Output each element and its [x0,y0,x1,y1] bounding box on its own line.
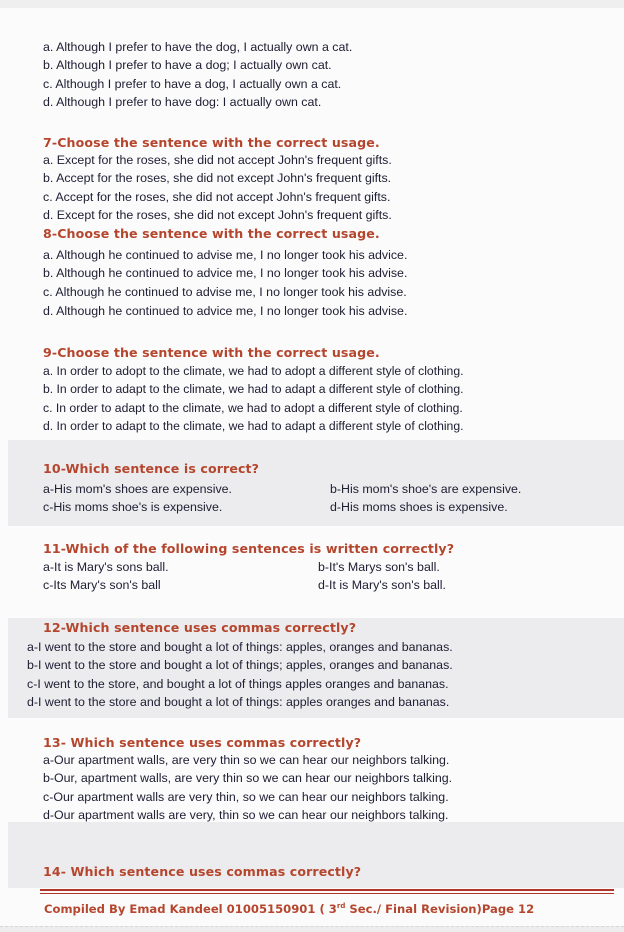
q11-option-b: b-It's Marys son's ball. [318,560,440,574]
q10-option-c: c-His moms shoe's is expensive. [43,500,223,514]
q6-option-a: a. Although I prefer to have the dog, I actually own a cat. [43,40,353,54]
q9-option-a: a. In order to adopt to the climate, we had to adopt a different style of clothing. [43,364,464,378]
footer-rule-thick [40,889,614,891]
q7-option-d: d. Except for the roses, she did not except John's frequent gifts. [43,208,392,222]
q11-option-d: d-It is Mary's son's ball. [318,578,446,592]
q7-title: 7-Choose the sentence with the correct usage. [43,135,380,150]
q8-option-c: c. Although he continued to advise me, I no longer took his advise. [43,285,407,299]
q12-option-b: b-I went to the store and bought a lot of things; apples, oranges and bananas. [27,658,453,672]
q13-option-d: d-Our apartment walls are very, thin so we can hear our neighbors talking. [43,808,449,822]
q10-option-a: a-His mom's shoes are expensive. [43,482,232,496]
footer-rule-thin [40,893,614,894]
q7-option-b: b. Accept for the roses, she did not except John's frequent gifts. [43,171,392,185]
q6-option-c: c. Although I prefer to have a dog, I actually own a cat. [43,77,342,91]
q8-option-b: b. Although he continued to advice me, I no longer took his advise. [43,266,408,280]
q10-option-b: b-His mom's shoe's are expensive. [330,482,522,496]
page-bottom-edge [0,926,624,932]
q13-option-c: c-Our apartment walls are very thin, so we can hear our neighbors talking. [43,790,449,804]
q13-option-b: b-Our, apartment walls, are very thin so we can hear our neighbors talking. [43,771,453,785]
page-top-edge [0,0,624,8]
q9-title: 9-Choose the sentence with the correct usage. [43,345,380,360]
q11-option-a: a-It is Mary's sons ball. [43,560,169,574]
q10-title: 10-Which sentence is correct? [43,461,260,476]
q14-title: 14- Which sentence uses commas correctly? [43,864,362,879]
page-footer [44,902,534,916]
q12-title: 12-Which sentence uses commas correctly? [43,620,357,635]
q8-option-d: d. Although he continued to advice me, I no longer took his advise. [43,304,408,318]
q13-option-a: a-Our apartment walls, are very thin so we can hear our neighbors talking. [43,753,450,767]
q9-option-c: c. In order to adapt to the climate, we had to adopt a different style of clothing. [43,401,463,415]
q6-option-d: d. Although I prefer to have dog: I actually own cat. [43,95,322,109]
q12-option-d: d-I went to the store and bought a lot of things: apples oranges and bananas. [27,695,450,709]
q8-option-a: a. Although he continued to advise me, I no longer took his advice. [43,248,408,262]
q9-option-d: d. In order to adapt to the climate, we had to adapt a different style of clothing. [43,419,464,433]
footer-suffix: Sec./ Final Revision)Page 12 [345,902,535,916]
q11-option-c: c-Its Mary's son's ball [43,578,161,592]
q6-option-b: b. Although I prefer to have a dog; I actually own cat. [43,58,332,72]
footer-superscript: rd [336,902,346,911]
q12-option-c: c-I went to the store, and bought a lot of things apples oranges and bananas. [27,677,449,691]
q10-option-d: d-His moms shoes is expensive. [330,500,508,514]
q9-option-b: b. In order to adapt to the climate, we had to adapt a different style of clothing. [43,382,464,396]
q7-option-c: c. Accept for the roses, she did not accept John's frequent gifts. [43,190,391,204]
footer-prefix: Compiled By Emad Kandeel 01005150901 ( 3 [44,902,337,916]
q11-title: 11-Which of the following sentences is written correctly? [43,541,455,556]
q8-title: 8-Choose the sentence with the correct usage. [43,226,380,241]
q13-title: 13- Which sentence uses commas correctly? [43,735,362,750]
q7-option-a: a. Except for the roses, she did not accept John's frequent gifts. [43,153,392,167]
q12-option-a: a-I went to the store and bought a lot of things: apples, oranges and bananas. [27,640,453,654]
